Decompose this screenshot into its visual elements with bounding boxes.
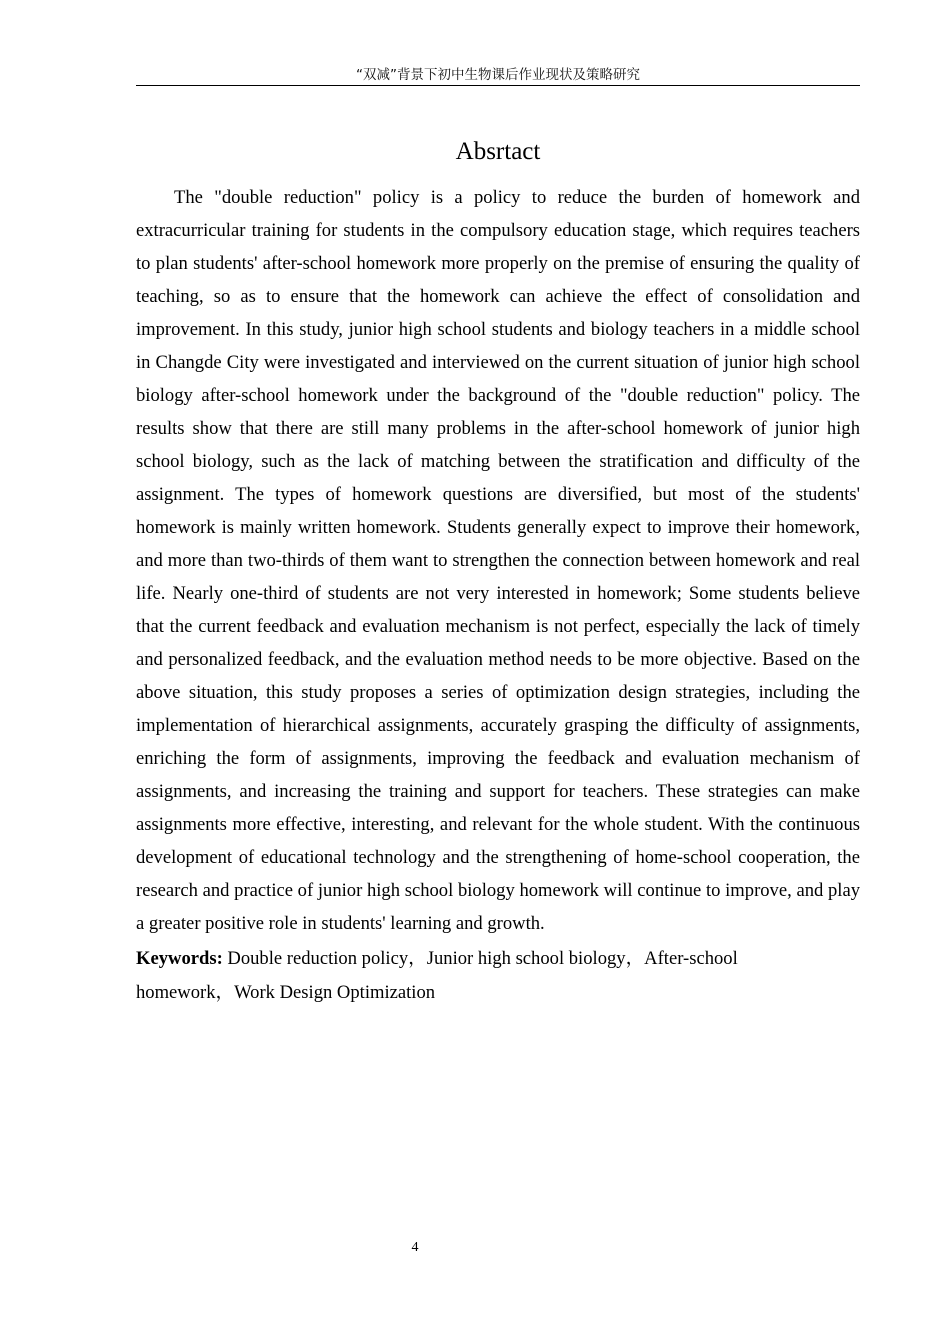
keywords-text: Double reduction policy，Junior high school biology，After-school homework，Work Design Optimization [136, 948, 738, 1003]
running-header: “双减”背景下初中生物课后作业现状及策略研究 [356, 67, 640, 83]
abstract-body: The "double reduction" policy is a policy to reduce the burden of homework and extracurricular training for students in the compulsory education stage, which requires teachers to plan students' after-school homework more properly on the premise of ensuring the quality of teaching, so as to ensure that the homework can achieve the effect of consolidation and improvement. In this study, junior high school students and biology teachers in a middle school in Changde City were investigated and interviewed on the current situation of junior high school biology after-school homework under the background of the "double reduction" policy. The results show that there are still many problems in the after-school homework of junior high school biology, such as the lack of matching between the stratification and difficulty of the assignment. The types of homework questions are diversified, but most of the students' homework is mainly written homework. Students generally expect to improve their homework, and more than two-thirds of them want to strengthen the connection between homework and real life. Nearly one-third of students are not very interested in homework; Some students believe that the current feedback and evaluation mechanism is not perfect, especially the lack of timely and personalized feedback, and the evaluation method needs to be more objective. Based on the above situation, this study proposes a series of optimization design strategies, including the implementation of hierarchical assignments, accurately grasping the difficulty of assignments, enriching the form of assignments, improving the feedback and evaluation mechanism of assignments, and increasing the training and support for teachers. These strategies can make assignments more effective, interesting, and relevant for the whole student. With the continuous development of educational technology and the strengthening of home-school cooperation, the research and practice of junior high school biology homework will continue to improve, and play a greater positive role in students' learning and growth. [136, 187, 860, 934]
page-number: 4 [411, 1240, 419, 1255]
header-rule [136, 85, 860, 86]
keywords-label: Keywords: [136, 948, 223, 969]
keywords-line [136, 942, 776, 1010]
page-title: Absrtact [455, 138, 541, 165]
